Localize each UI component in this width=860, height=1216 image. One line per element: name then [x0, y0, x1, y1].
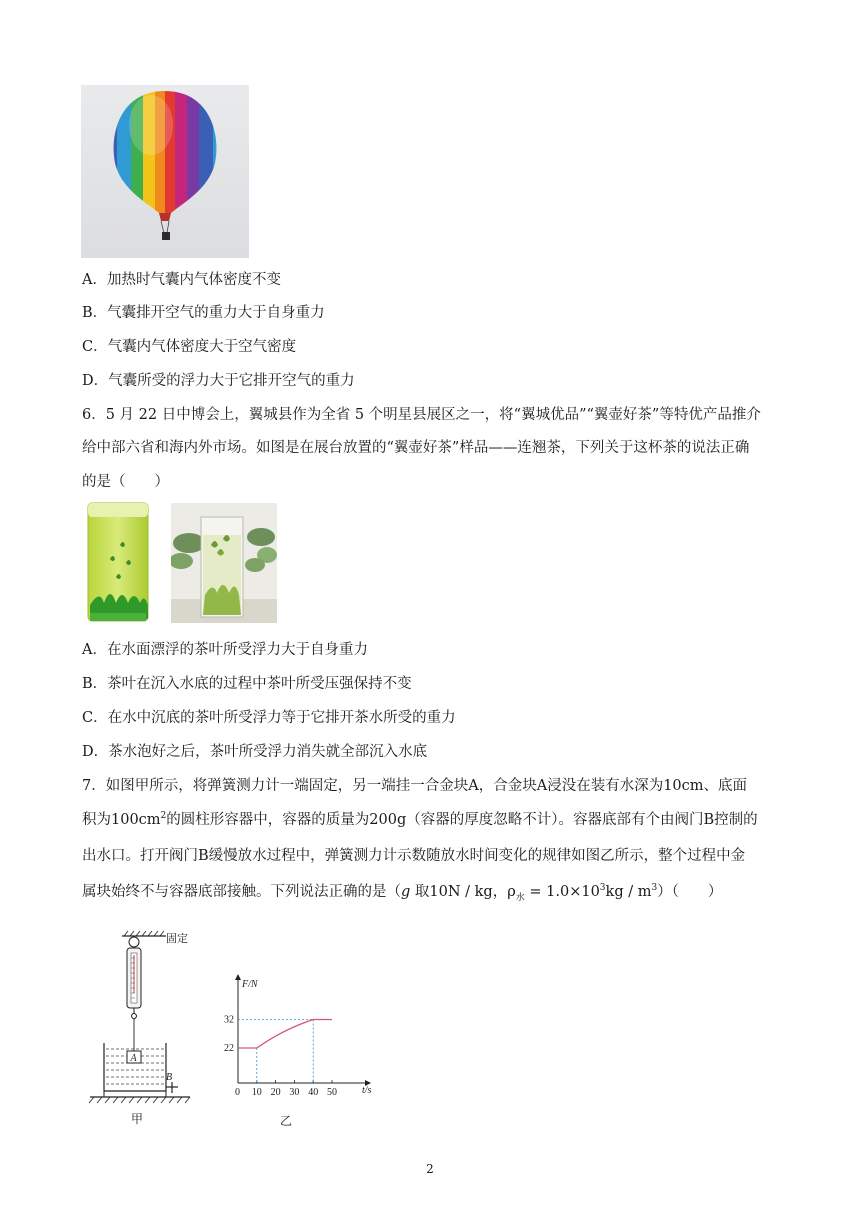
y-axis-label: F/N — [242, 979, 258, 990]
q5-option-d: D．气囊所受的浮力大于它排开空气的重力 — [82, 373, 355, 389]
q7-stem-line-3: 出水口。打开阀门B缓慢放水过程中，弹簧测力计示数随放水时间变化的规律如图乙所示，整个过程中金 — [82, 848, 746, 864]
q7-stem-line-4: 属块始终不与容器底部接触。下列说法正确的是（g 取10N / kg，$\rho_水 = 1.0\times 10^3kg / m^3$）（ ） — [82, 883, 723, 903]
q7-stem-line-1: 7．如图甲所示，将弹簧测力计一端固定，另一端挂一合金块A，合金块A浸没在装有水深为10cm、底面 — [82, 778, 748, 794]
valve-b-label: B — [166, 1072, 173, 1083]
q5-option-c: C．气囊内气体密度大于空气密度 — [82, 339, 297, 355]
block-a-label: A — [130, 1053, 137, 1064]
x-tick-label: 10 — [251, 1087, 262, 1098]
hot-air-balloon-image — [81, 85, 249, 258]
q6-stem-line-2: 给中部六省和海内外市场。如图是在展台放置的“翼壶好茶”样品——连翘茶，下列关于这杯茶的说法正确 — [82, 440, 750, 456]
x-tick-label: 20 — [270, 1087, 281, 1098]
q6-option-c: C．在水中沉底的茶叶所受浮力等于它排开茶水所受的重力 — [82, 710, 456, 726]
figure-yi-caption: 乙 — [280, 1114, 293, 1128]
y-tick-label: 22 — [224, 1043, 234, 1054]
x-tick-label: 40 — [308, 1087, 319, 1098]
force-time-chart — [220, 965, 390, 1135]
y-tick-label: 32 — [224, 1014, 234, 1026]
q6-stem-line-3: 的是（ ） — [82, 474, 169, 490]
q6-option-b: B．茶叶在沉入水底的过程中茶叶所受压强保持不变 — [82, 676, 412, 692]
q7-stem-line-2: 积为$100cm^2$的圆柱形容器中，容器的质量为200g（容器的厚度忽略不计）。容器底部有个由阀门B控制的 — [82, 811, 758, 828]
q6-option-a: A．在水面漂浮的茶叶所受浮力大于自身重力 — [82, 642, 368, 658]
q6-stem-line-1: 6．5 月 22 日中博会上，翼城县作为全省 5 个明星县展区之一，将“翼城优品”“翼壶好茶”等特优产品推介 — [82, 407, 761, 423]
figure-jia-apparatus — [86, 925, 226, 1135]
fixed-label: 固定 — [166, 933, 188, 945]
x-tick-label: 50 — [327, 1087, 337, 1098]
x-tick-label: 30 — [289, 1087, 300, 1098]
tea-glass-photo-2 — [171, 503, 277, 623]
q5-option-a: A．加热时气囊内气体密度不变 — [82, 272, 281, 288]
q5-option-b: B．气囊排开空气的重力大于自身重力 — [82, 305, 325, 321]
x-tick-label: 0 — [235, 1087, 240, 1098]
x-axis-label: t/s — [362, 1085, 372, 1096]
force-curve — [238, 1020, 332, 1049]
figure-jia-caption: 甲 — [131, 1112, 144, 1126]
page-number: 2 — [426, 1162, 434, 1176]
figure-yi-graph — [220, 965, 390, 1135]
tea-glass-photo-1 — [86, 501, 150, 625]
q6-option-d: D．茶水泡好之后，茶叶所受浮力消失就全部沉入水底 — [82, 744, 428, 760]
